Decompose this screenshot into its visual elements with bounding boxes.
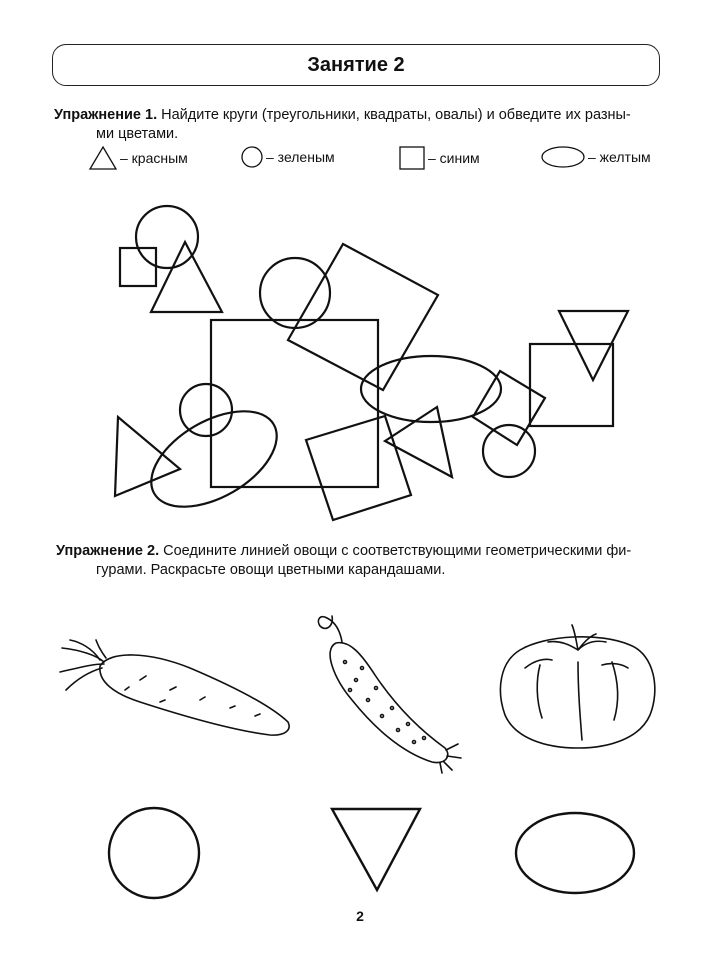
exercise-2-text: Соедините линией овощи с соответствующими геометрическими фи- (163, 543, 632, 559)
exercise-1-text-cont: ми цветами. (96, 126, 179, 142)
exercise-2-label: Упражнение 2. (56, 543, 160, 559)
legend-circle-text: – зеленым (266, 149, 335, 165)
legend-triangle-text: – красным (120, 150, 188, 166)
target-circle (109, 808, 199, 898)
page-number: 2 (356, 908, 364, 924)
target-triangle (332, 809, 420, 890)
lesson-title: Занятие 2 (307, 53, 405, 76)
legend-oval-text: – желтым (588, 149, 651, 165)
exercise-1-label: Упражнение 1. (54, 107, 158, 123)
exercise-2-text-cont: гурами. Раскрасьте овощи цветными карандашами. (96, 562, 446, 578)
legend-square-text: – синим (428, 150, 480, 166)
target-oval (516, 813, 634, 893)
exercise-1-text: Найдите круги (треугольники, квадраты, овалы) и обведите их разны- (161, 107, 631, 123)
